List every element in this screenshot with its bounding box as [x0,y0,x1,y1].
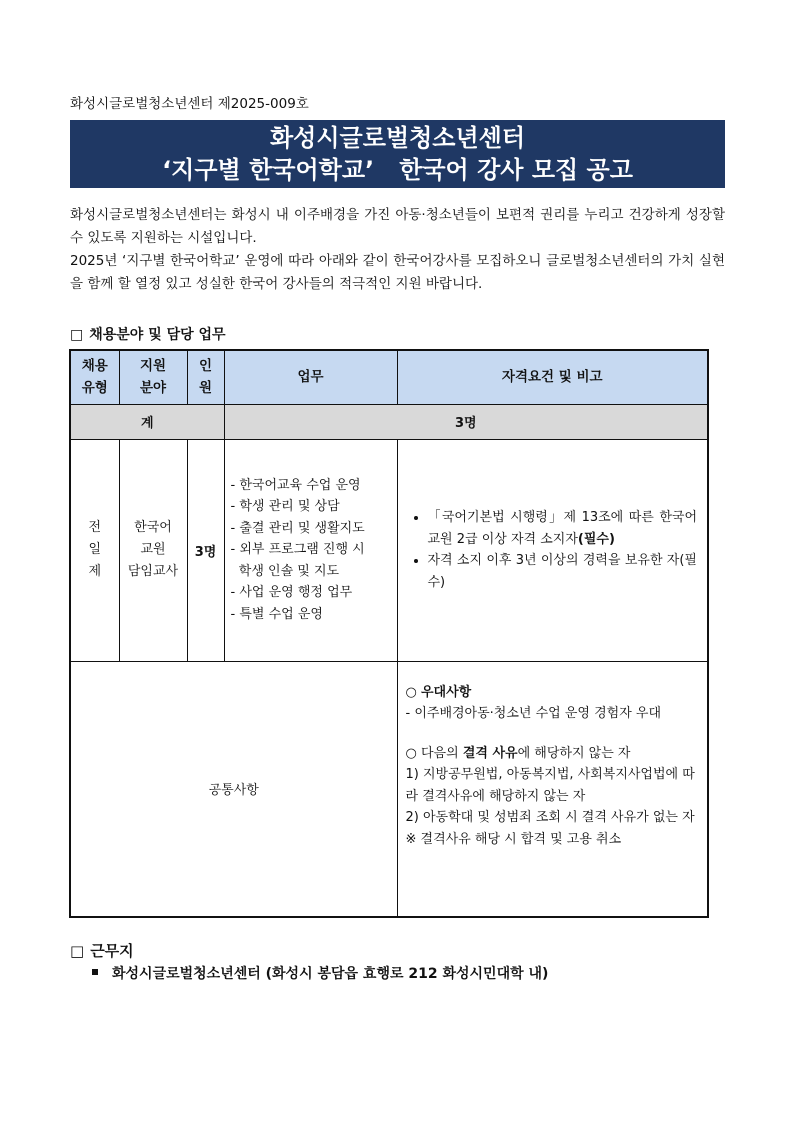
requirements-cell [397,439,708,661]
employment-type: 전 일 제 [70,439,119,661]
list-item: - 한국어교육 수업 운영 [230,477,361,493]
section-title-text: 근무지 [90,942,134,960]
disqualification-note: ※ 결격사유 해당 시 합격 및 고용 취소 [405,831,622,847]
list-item: - 외부 프로그램 진행 시 [230,542,365,558]
requirements-list [398,507,708,593]
header-requirements: 자격요건 및 비고 [397,350,708,404]
circle-icon: ○ [405,745,417,761]
header-count: 인 원 [187,350,224,404]
header-field: 지원 분야 [119,350,187,404]
common-label: 공통사항 [70,661,397,917]
intro-paragraph-1: 화성시글로벌청소년센터는 화성시 내 이주배경을 가진 아동·청소년들이 보편적 권리를 누리고 건강하게 성장할 수 있도록 지원하는 시설입니다. [70,207,725,246]
list-item: - 특별 수업 운영 [230,606,323,622]
header-duties: 업무 [224,350,397,404]
bullet-square-icon [92,969,98,975]
header-type: 채용 유형 [70,350,119,404]
intro-text [70,204,725,296]
duties-list [225,475,397,626]
recruitment-table [69,349,709,918]
list-item: 학생 인솔 및 지도 [230,563,340,579]
support-field: 한국어 교원 담임교사 [119,439,187,661]
list-item: • 「국어기본법 시행령」제 13조에 따른 한국어 교원 2급 이상 자격 소지자(필수) [428,507,698,550]
total-value: 3명 [224,404,708,439]
disqualification-heading: ○ 다음의 결격 사유에 해당하지 않는 자 [405,745,631,761]
table-row [70,439,708,661]
title-banner [70,120,725,188]
table-header-row [70,350,708,404]
document-number: 화성시글로벌청소년센터 제2025-009호 [70,96,309,112]
list-item: - 학생 관리 및 상담 [230,499,340,515]
disqualification-item-1: 1) 지방공무원법, 아동복지법, 사회복지사업법에 따라 결격사유에 해당하지 않는 자 [405,767,695,804]
workplace-address: 화성시글로벌청소년센터 (화성시 봉담읍 효행로 212 화성시민대학 내) [92,963,548,983]
preference-heading: ○ 우대사항 [405,684,472,700]
duties-cell [224,439,397,661]
headcount: 3명 [187,439,224,661]
preference-item: - 이주배경아동·청소년 수업 운영 경험자 우대 [405,706,662,721]
total-label: 계 [70,404,224,439]
section-title-workplace [70,940,134,961]
title-line-2: ‘지구별 한국어학교’ 한국어 강사 모집 공고 [162,156,633,184]
table-row-common [70,661,708,917]
table-row-total [70,404,708,439]
section-title-text: 채용분야 및 담당 업무 [89,327,226,343]
common-details [397,661,708,917]
checkbox-square-icon: □ [70,942,85,960]
section-title-recruitment [70,324,226,344]
disqualification-item-2: 2) 아동학대 및 성범죄 조회 시 결격 사유가 없는 자 [405,810,695,825]
list-item: - 출결 관리 및 생활지도 [230,520,365,536]
circle-icon: ○ [405,684,417,700]
list-item: - 사업 운영 행정 업무 [230,585,353,601]
list-item: • 자격 소지 이후 3년 이상의 경력을 보유한 자(필수) [428,550,698,593]
title-line-1: 화성시글로벌청소년센터 [269,124,526,152]
intro-paragraph-2: 2025년 ‘지구별 한국어학교’ 운영에 따라 아래와 같이 한국어강사를 모집하오니 글로벌청소년센터의 가치 실현을 함께 할 열정 있고 성실한 한국어 강사들의 적극적인 지원 바랍니다. [70,253,725,292]
checkbox-square-icon: □ [70,327,84,343]
